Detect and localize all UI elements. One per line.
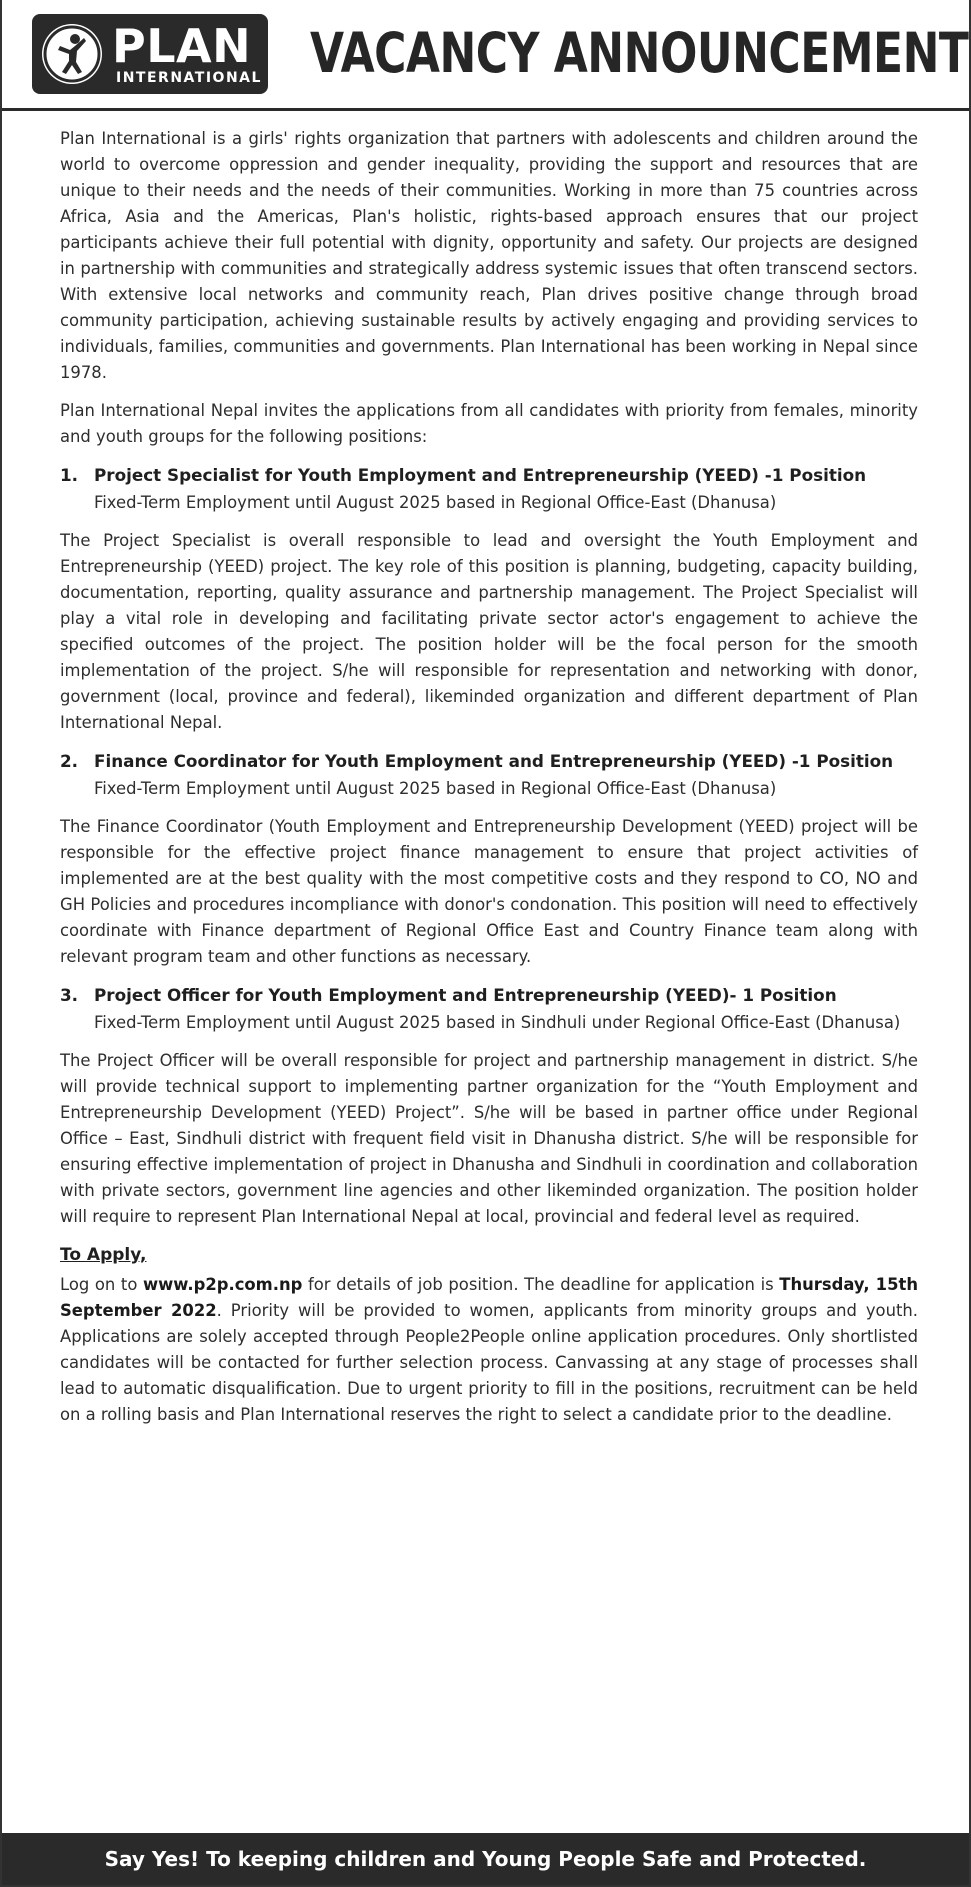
apply-paragraph — [60, 1272, 918, 1428]
header — [2, 0, 969, 111]
page-title: VACANCY ANNOUNCEMENT — [310, 22, 969, 86]
position-3 — [60, 982, 918, 1230]
invitation-paragraph: Plan International Nepal invites the applications from all candidates with priority from females, minority and youth groups for the following positions: — [60, 401, 918, 446]
plan-international-logo — [32, 14, 268, 94]
position-term: Fixed-Term Employment until August 2025 based in Regional Office-East (Dhanusa) — [94, 493, 777, 512]
position-description: The Finance Coordinator (Youth Employment and Entrepreneurship Development (YEED) project will be responsible for the effective project finance management to ensure that project activities of implemented are at the best quality with the most competitive costs and they respond to CO, NO and GH Policies and procedures incompliance with donor's condonation. This position will need to effectively coordinate with Finance department of Regional Office East and Country Finance team along with relevant program team and other functions as necessary. — [60, 817, 918, 966]
position-2 — [60, 748, 918, 970]
announcement-body — [60, 126, 918, 1440]
intro-paragraph: Plan International is a girls' rights organization that partners with adolescents and children around the world to overcome oppression and gender inequality, providing the support and resources that are unique to their needs and the needs of their communities. Working in more than 75 countries across Africa, Asia and the Americas, Plan's holistic, rights-based approach ensures that our project participants achieve their full potential with dignity, opportunity and safety. Our projects are designed in partnership with communities and strategically address systemic issues that often transcend sectors. With extensive local networks and community reach, Plan drives positive change through broad community participation, achieving sustainable results by actively engaging and providing services to individuals, families, communities and governments. Plan International has been working in Nepal since 1978. — [60, 129, 918, 382]
position-1 — [60, 462, 918, 736]
position-title: Project Officer for Youth Employment and Entrepreneurship (YEED)- 1 Position — [94, 985, 837, 1005]
footer-slogan: Say Yes! To keeping children and Young People Safe and Protected. — [104, 1847, 867, 1871]
logo-subtitle: INTERNATIONAL — [116, 70, 262, 86]
position-term: Fixed-Term Employment until August 2025 based in Sindhuli under Regional Office-East (Dhanusa) — [94, 1013, 901, 1032]
position-number: 3. — [60, 985, 79, 1005]
apply-text-2: for details of job position. The deadline for application is — [302, 1275, 780, 1294]
position-title: Finance Coordinator for Youth Employment and Entrepreneurship (YEED) -1 Position — [94, 751, 894, 771]
position-heading — [60, 982, 918, 1008]
plan-child-figure-icon — [42, 24, 102, 84]
position-number: 2. — [60, 751, 79, 771]
position-number: 1. — [60, 465, 79, 485]
apply-text-1: Log on to — [60, 1275, 143, 1294]
position-title: Project Specialist for Youth Employment and Entrepreneurship (YEED) -1 Position — [94, 465, 867, 485]
apply-deadline: Thursday, 15th September 2022 — [60, 1275, 918, 1320]
position-description: The Project Specialist is overall responsible to lead and oversight the Youth Employment and Entrepreneurship (YEED) project. The key role of this position is planning, budgeting, capacity building, documentation, reporting, quality assurance and partnership management. The Project Specialist will play a vital role in developing and facilitating private sector actor's engagement to achieve the specified outcomes of the project. The position holder will be the focal person for the smooth implementation of the project. S/he will responsible for representation and networking with donor, government (local, province and federal), likeminded organization and different department of Plan International Nepal. — [60, 531, 918, 732]
position-heading — [60, 462, 918, 488]
position-heading — [60, 748, 918, 774]
apply-heading: To Apply, — [60, 1245, 147, 1265]
footer-slogan-bar — [2, 1833, 969, 1885]
apply-website-link[interactable]: www.p2p.com.np — [143, 1275, 303, 1294]
logo-word: PLAN — [112, 19, 252, 73]
position-term: Fixed-Term Employment until August 2025 based in Regional Office-East (Dhanusa) — [94, 779, 777, 798]
position-description: The Project Officer will be overall responsible for project and partnership management in district. S/he will provide technical support to implementing partner organization for the “Youth Employment and Entrepreneurship Development (YEED) Project”. S/he will be based in partner office under Regional Office – East, Sindhuli district with frequent field visit in Dhanusha district. S/he will be responsible for ensuring effective implementation of project in Dhanusha and Sindhuli in coordination and collaboration with private sectors, government line agencies and other likeminded organization. The position holder will require to represent Plan International Nepal at local, provincial and federal level as required. — [60, 1051, 918, 1226]
apply-text-3: . Priority will be provided to women, applicants from minority groups and youth. Applications are solely accepted through People2People online application procedures. Only shortlisted candidates will be contacted for further selection process. Canvassing at any stage of processes shall lead to automatic disqualification. Due to urgent priority to fill in the positions, recruitment can be held on a rolling basis and Plan International reserves the right to select a candidate prior to the deadline. — [60, 1301, 918, 1424]
